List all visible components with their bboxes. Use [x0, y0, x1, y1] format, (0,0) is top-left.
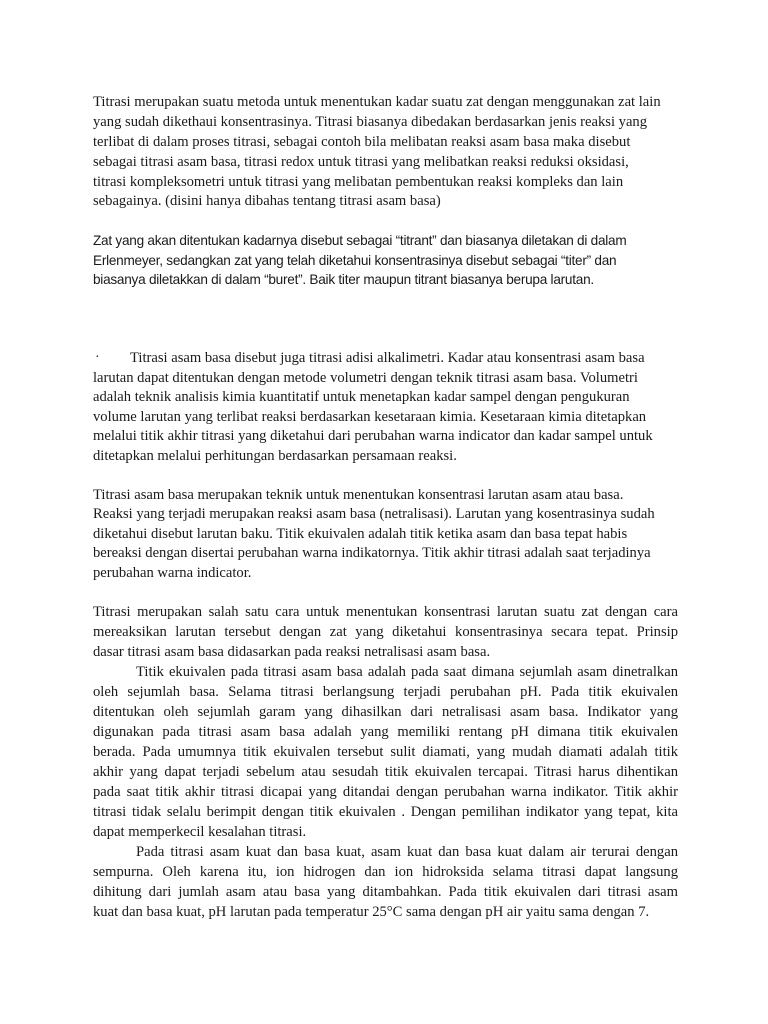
text-line: ditetapkan melalui perhitungan berdasarkan persamaan reaksi.	[93, 448, 457, 464]
text-line: Erlenmeyer, sedangkan zat yang telah diketahui konsentrasinya disebut sebagai “titer” dan	[93, 253, 617, 268]
text-line: Titrasi merupakan suatu metoda untuk menentukan kadar suatu zat dengan menggunakan zat lain	[93, 94, 661, 110]
text-line: Titrasi merupakan salah satu cara untuk menentukan konsentrasi larutan suatu zat dengan cara	[93, 604, 678, 620]
text-line: Titrasi asam basa merupakan teknik untuk menentukan konsentrasi larutan asam atau basa.	[93, 487, 624, 503]
text-line: larutan dapat ditentukan dengan metode volumetri dengan teknik titrasi asam basa. Volumetri	[93, 370, 638, 386]
text-line: ditentukan oleh sejumlah garam yang dihasilkan dari netralisasi asam basa. Indikator yang	[93, 704, 678, 720]
text-line: Pada titrasi asam kuat dan basa kuat, asam kuat dan basa kuat dalam air terurai dengan	[136, 844, 678, 860]
text-line: dihitung dari jumlah asam atau basa yang ditambahkan. Pada titik ekuivalen dari titrasi asam	[93, 884, 678, 900]
text-line: Zat yang akan ditentukan kadarnya disebut sebagai “titrant” dan biasanya diletakan di dalam	[93, 233, 627, 248]
text-line: Reaksi yang terjadi merupakan reaksi asam basa (netralisasi). Larutan yang kosentrasinya sudah	[93, 506, 655, 522]
text-line: titrasi kompleksometri untuk titrasi yang melibatan pembentukan reaksi kompleks dan lain	[93, 174, 624, 190]
text-line: dasar titrasi asam basa didasarkan pada reaksi netralisasi asam basa.	[93, 644, 491, 660]
text-line: berada. Pada umumnya titik ekuivalen tersebut sulit diamati, yang mudah diamati adalah titik	[93, 744, 678, 760]
text-line: titrasi tidak selalu berimpit dengan titik ekuivalen . Dengan pemilihan indikator yang tepat, kita	[93, 804, 678, 820]
text-line: perubahan warna indicator.	[93, 565, 252, 581]
text-line: dapat memperkecil kesalahan titrasi.	[93, 824, 307, 840]
text-line: sebagainya. (disini hanya dibahas tentang titrasi asam basa)	[93, 193, 441, 209]
text-line: Titik ekuivalen pada titrasi asam basa adalah pada saat dimana sejumlah asam dinetralkan	[136, 664, 678, 680]
text-line: akhir yang dapat terjadi sebelum atau sesudah titik ekuivalen tercapai. Titrasi harus dihentikan	[93, 764, 678, 780]
text-line: diketahui disebut larutan baku. Titik ekuivalen adalah titik ketika asam dan basa tepat habis	[93, 526, 628, 542]
text-line: kuat dan basa kuat, pH larutan pada temperatur 25°C sama dengan pH air yaitu sama dengan 7.	[93, 904, 650, 920]
text-line: yang sudah dikethaui konsentrasinya. Titrasi biasanya dibedakan berdasarkan jenis reaksi yang	[93, 114, 648, 130]
text-line: adalah teknik analisis kimia kuantitatif untuk menetapkan kadar sampel dengan pengukuran	[93, 389, 630, 405]
text-line: oleh sejumlah basa. Selama titrasi berlangsung terjadi perubahan pH. Pada titik ekuivalen	[93, 684, 678, 700]
text-line: bereaksi dengan disertai perubahan warna indikatornya. Titik akhir titrasi adalah saat terjadinya	[93, 545, 651, 561]
text-line: melalui titik akhir titrasi yang diketahui dari perubahan warna indicator dan kadar sampel untuk	[93, 428, 653, 444]
text-line: volume larutan yang terlibat reaksi berdasarkan kesetaraan kimia. Kesetaraan kimia ditetapkan	[93, 409, 647, 425]
text-line: digunakan pada titrasi asam basa adalah yang memiliki rentang pH dimana titik ekuivalen	[93, 724, 678, 740]
text-line: sebagai titrasi asam basa, titrasi redox untuk titrasi yang melibatkan reaksi reduksi oksidasi,	[93, 154, 629, 170]
text-line: sempurna. Oleh karena itu, ion hidrogen dan ion hidroksida selama titrasi dapat langsung	[93, 864, 678, 880]
text-line: mereaksikan larutan tersebut dengan zat yang diketahui konsentrasinya secara tepat. Prinsip	[93, 624, 678, 640]
text-line: biasanya diletakkan di dalam “buret”. Baik titer maupun titrant biasanya berupa larutan.	[93, 272, 594, 287]
text-line: Titrasi asam basa disebut juga titrasi adisi alkalimetri. Kadar atau konsentrasi asam basa	[130, 350, 645, 366]
text-line: pada saat titik akhir titrasi dicapai yang ditandai dengan perubahan warna indikator. Titik akhir	[93, 784, 678, 800]
text-line: terlibat di dalam proses titrasi, sebagai contoh bila melibatan reaksi asam basa maka disebut	[93, 134, 631, 150]
bullet-marker: ·	[95, 350, 100, 365]
